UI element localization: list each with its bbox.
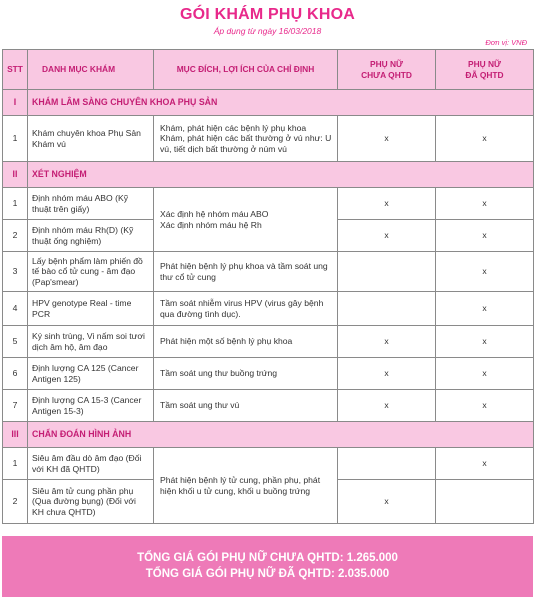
row-purpose: Phát hiện một số bệnh lý phụ khoa bbox=[154, 326, 338, 358]
row-number: 1 bbox=[3, 188, 28, 220]
row-mark-unmarried: x bbox=[338, 358, 436, 390]
row-mark-unmarried: x bbox=[338, 220, 436, 252]
row-mark-married: x bbox=[436, 116, 534, 162]
section-row bbox=[3, 90, 534, 116]
row-item: HPV genotype Real - time PCR bbox=[28, 292, 154, 326]
row-item: Khám chuyên khoa Phụ Sản Khám vú bbox=[28, 116, 154, 162]
row-mark-married: x bbox=[436, 358, 534, 390]
row-number: 3 bbox=[3, 252, 28, 292]
section-number: III bbox=[3, 422, 28, 448]
table-header-row bbox=[3, 50, 534, 90]
section-row bbox=[3, 162, 534, 188]
row-mark-married: x bbox=[436, 188, 534, 220]
header-purpose: MỤC ĐÍCH, LỢI ÍCH CỦA CHỈ ĐỊNH bbox=[154, 50, 338, 90]
row-mark-married: x bbox=[436, 292, 534, 326]
section-row bbox=[3, 422, 534, 448]
section-number: I bbox=[3, 90, 28, 116]
table-row bbox=[3, 326, 534, 358]
row-mark-unmarried: x bbox=[338, 326, 436, 358]
total-married: TỔNG GIÁ GÓI PHỤ NỮ ĐÃ QHTD: 2.035.000 bbox=[145, 568, 390, 580]
header-stt: STT bbox=[3, 50, 28, 90]
row-mark-married: x bbox=[436, 326, 534, 358]
table-row bbox=[3, 188, 534, 220]
table-row bbox=[3, 358, 534, 390]
row-mark-married: x bbox=[436, 448, 534, 480]
row-number: 4 bbox=[3, 292, 28, 326]
row-mark-unmarried bbox=[338, 448, 436, 480]
row-mark-unmarried bbox=[338, 292, 436, 326]
row-item: Ký sinh trùng, Vi nấm soi tươi dịch âm hộ, âm đạo bbox=[28, 326, 154, 358]
section-number: II bbox=[3, 162, 28, 188]
table-row bbox=[3, 116, 534, 162]
row-item: Định nhóm máu ABO (Kỹ thuật trên giấy) bbox=[28, 188, 154, 220]
section-title: KHÁM LÂM SÀNG CHUYÊN KHOA PHỤ SẢN bbox=[28, 90, 534, 116]
header-unmarried: PHỤ NỮ CHƯA QHTD bbox=[338, 50, 436, 90]
row-item: Định lượng CA 125 (Cancer Antigen 125) bbox=[28, 358, 154, 390]
row-number: 5 bbox=[3, 326, 28, 358]
table-row bbox=[3, 448, 534, 480]
table-row bbox=[3, 292, 534, 326]
row-number: 1 bbox=[3, 448, 28, 480]
total-price-banner bbox=[2, 536, 533, 597]
row-purpose: Khám, phát hiện các bệnh lý phụ khoa Khám, phát hiện các bất thường ở vú như: U vú, tiết dịch bất thường ở núm vú bbox=[154, 116, 338, 162]
row-purpose: Phát hiện bệnh lý phụ khoa và tầm soát ung thư cổ tử cung bbox=[154, 252, 338, 292]
table-row bbox=[3, 252, 534, 292]
row-purpose: Tầm soát ung thư buồng trứng bbox=[154, 358, 338, 390]
row-mark-married bbox=[436, 480, 534, 524]
header-item: DANH MỤC KHÁM bbox=[28, 50, 154, 90]
currency-unit: Đơn vị: VNĐ bbox=[485, 38, 527, 47]
row-item: Siêu âm tử cung phần phụ (Qua đường bụng) (Đối với KH chưa QHTD) bbox=[28, 480, 154, 524]
row-item: Định nhóm máu Rh(D) (Kỹ thuật ống nghiệm) bbox=[28, 220, 154, 252]
row-purpose: Xác định hệ nhóm máu ABO Xác định nhóm máu hệ Rh bbox=[154, 188, 338, 252]
row-number: 1 bbox=[3, 116, 28, 162]
row-item: Lấy bệnh phẩm làm phiến đồ tế bào cổ tử cung - âm đạo (Pap'smear) bbox=[28, 252, 154, 292]
row-purpose: Tầm soát ung thư vú bbox=[154, 390, 338, 422]
row-mark-married: x bbox=[436, 220, 534, 252]
row-number: 2 bbox=[3, 220, 28, 252]
row-number: 2 bbox=[3, 480, 28, 524]
row-mark-married: x bbox=[436, 252, 534, 292]
row-purpose: Phát hiện bệnh lý tử cung, phần phụ, phát hiện khối u tử cung, khối u buồng trứng bbox=[154, 448, 338, 524]
total-unmarried: TỔNG GIÁ GÓI PHỤ NỮ CHƯA QHTD: 1.265.000 bbox=[137, 552, 398, 564]
row-mark-unmarried bbox=[338, 252, 436, 292]
header-married: PHỤ NỮ ĐÃ QHTD bbox=[436, 50, 534, 90]
row-purpose: Tầm soát nhiễm virus HPV (virus gây bệnh qua đường tình dục). bbox=[154, 292, 338, 326]
row-item: Định lượng CA 15-3 (Cancer Antigen 15-3) bbox=[28, 390, 154, 422]
section-title: XÉT NGHIỆM bbox=[28, 162, 534, 188]
row-mark-unmarried: x bbox=[338, 390, 436, 422]
row-mark-unmarried: x bbox=[338, 188, 436, 220]
row-item: Siêu âm đầu dò âm đạo (Đối với KH đã QHTD) bbox=[28, 448, 154, 480]
row-number: 6 bbox=[3, 358, 28, 390]
row-mark-unmarried: x bbox=[338, 116, 436, 162]
row-number: 7 bbox=[3, 390, 28, 422]
table-row bbox=[3, 390, 534, 422]
page-title: GÓI KHÁM PHỤ KHOA bbox=[180, 6, 355, 23]
row-mark-married: x bbox=[436, 390, 534, 422]
exam-package-table bbox=[2, 49, 534, 524]
section-title: CHẨN ĐOÁN HÌNH ẢNH bbox=[28, 422, 534, 448]
row-mark-unmarried: x bbox=[338, 480, 436, 524]
effective-date: Áp dụng từ ngày 16/03/2018 bbox=[213, 26, 322, 36]
